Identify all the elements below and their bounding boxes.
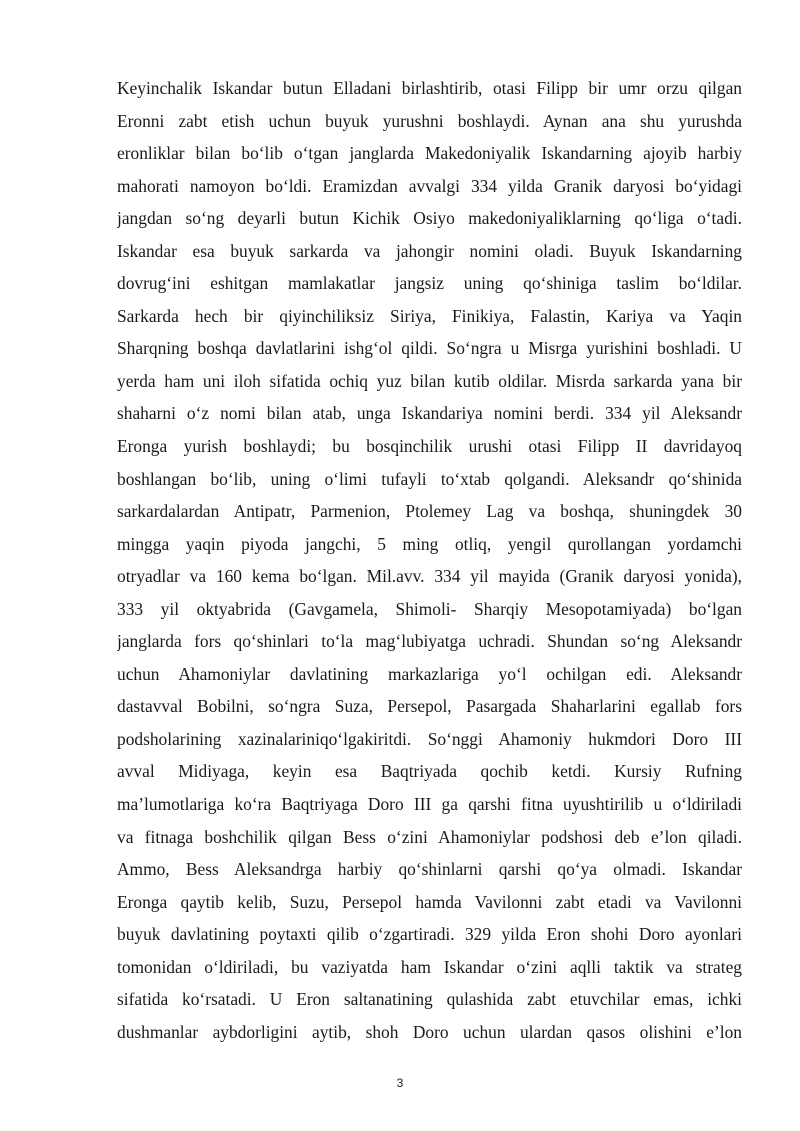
text-line: va fitnaga boshchilik qilgan Bess o‘zini Ahamoniylar podshosi deb e’lon qiladi. <box>117 826 742 847</box>
text-line: jangdan so‘ng deyarli butun Kichik Osiyo makedoniyaliklarning qo‘liga o‘tadi. <box>117 208 742 229</box>
text-line: mahorati namoyon bo‘ldi. Eramizdan avvalgi 334 yilda Granik daryosi bo‘yidagi <box>117 175 742 196</box>
body-text <box>117 72 742 1048</box>
text-line: Sarkarda hech bir qiyinchiliksiz Siriya, Finikiya, Falastin, Kariya va Yaqin <box>117 305 742 326</box>
text-line: Eronni zabt etish uchun buyuk yurushni boshlaydi. Aynan ana shu yurushda <box>117 110 742 131</box>
text-line: 333 yil oktyabrida (Gavgamela, Shimoli- Sharqiy Mesopotamiyada) bo‘lgan <box>117 598 742 619</box>
text-line: tomonidan o‘ldiriladi, bu vaziyatda ham Iskandar o‘zini aqlli taktik va strateg <box>117 956 742 977</box>
text-line: buyuk davlatining poytaxti qilib o‘zgartiradi. 329 yilda Eron shohi Doro ayonlari <box>117 924 742 945</box>
text-line: avval Midiyaga, keyin esa Baqtriyada qochib ketdi. Kursiy Rufning <box>117 761 742 782</box>
text-line: mingga yaqin piyoda jangchi, 5 ming otliq, yengil qurollangan yordamchi <box>117 533 742 554</box>
text-line: Iskandar esa buyuk sarkarda va jahongir nomini oladi. Buyuk Iskandarning <box>117 240 742 261</box>
text-line: uchun Ahamoniylar davlatining markazlariga yo‘l ochilgan edi. Aleksandr <box>117 663 742 684</box>
text-line: Keyinchalik Iskandar butun Elladani birlashtirib, otasi Filipp bir umr orzu qilgan <box>117 78 742 98</box>
text-line: sifatida ko‘rsatadi. U Eron saltanatining qulashida zabt etuvchilar emas, ichki <box>117 989 742 1010</box>
text-line: Ammo, Bess Aleksandrga harbiy qo‘shinlarni qarshi qo‘ya olmadi. Iskandar <box>117 859 742 880</box>
text-line: janglarda fors qo‘shinlari to‘la mag‘lubiyatga uchradi. Shundan so‘ng Aleksandr <box>117 631 742 652</box>
text-line: Eronga qaytib kelib, Suzu, Persepol hamda Vavilonni zabt etadi va Vavilonni <box>117 891 742 912</box>
text-line: dushmanlar aybdorligini aytib, shoh Doro uchun ulardan qasos olishini e’lon <box>117 1021 742 1042</box>
text-line: dastavval Bobilni, so‘ngra Suza, Persepol, Pasargada Shaharlarini egallab fors <box>117 696 742 717</box>
page-number: 3 <box>396 1076 404 1090</box>
text-line: Sharqning boshqa davlatlarini ishg‘ol qildi. So‘ngra u Misrga yurishini boshladi. U <box>117 338 742 359</box>
text-line: Eronga yurish boshlaydi; bu bosqinchilik urushi otasi Filipp II davridayoq <box>117 436 742 457</box>
text-line: sarkardalardan Antipatr, Parmenion, Ptolemey Lag va boshqa, shuningdek 30 <box>117 501 742 522</box>
text-line: dovrug‘ini eshitgan mamlakatlar jangsiz uning qo‘shiniga taslim bo‘ldilar. <box>117 273 742 294</box>
text-line: eronliklar bilan bo‘lib o‘tgan janglarda Makedoniyalik Iskandarning ajoyib harbiy <box>117 143 742 164</box>
text-line: podsholarining xazinalariniqo‘lgakiritdi. So‘nggi Ahamoniy hukmdori Doro III <box>117 728 742 749</box>
text-line: yerda ham uni iloh sifatida ochiq yuz bilan kutib oldilar. Misrda sarkarda yana bir <box>117 370 742 391</box>
text-line: ma’lumotlariga ko‘ra Baqtriyaga Doro III ga qarshi fitna uyushtirilib u o‘ldiriladi <box>117 794 742 815</box>
text-line: boshlangan bo‘lib, uning o‘limi tufayli to‘xtab qolgandi. Aleksandr qo‘shinida <box>117 468 742 489</box>
text-line: shaharni o‘z nomi bilan atab, unga Iskandariya nomini berdi. 334 yil Aleksandr <box>117 403 742 424</box>
text-line: otryadlar va 160 kema bo‘lgan. Mil.avv. 334 yil mayida (Granik daryosi yonida), <box>117 566 742 587</box>
